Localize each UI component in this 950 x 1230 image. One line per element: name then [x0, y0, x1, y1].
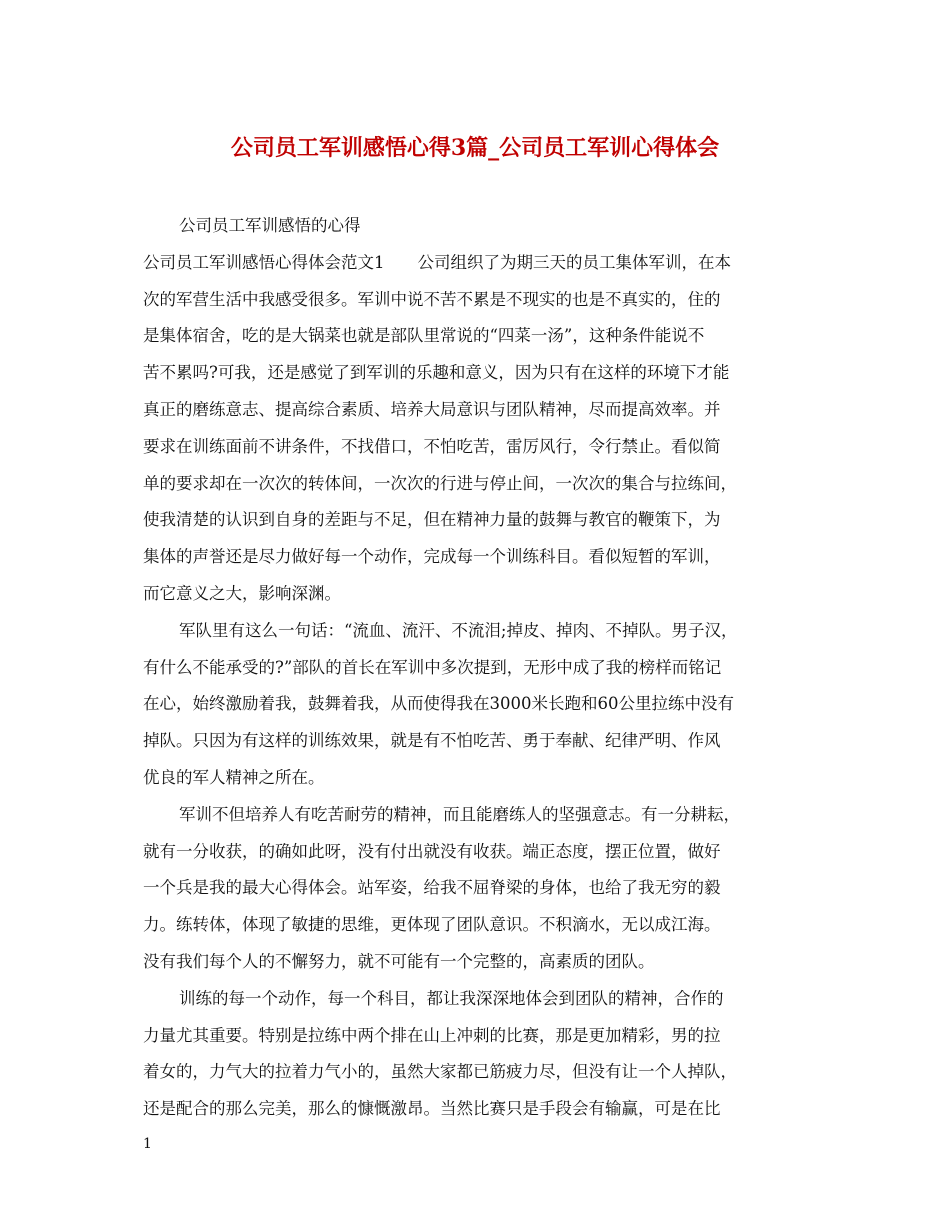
body-line: 力。练转体，体现了敏捷的思维，更体现了团队意识。不积滴水，无以成江海。 — [143, 915, 721, 935]
body-line: 而它意义之大，影响深渊。 — [143, 583, 341, 603]
body-line: 掉队。只因为有这样的训练效果，就是有不怕吃苦、勇于奉献、纪律严明、作风 — [143, 731, 721, 751]
body-line: 就有一分收获，的确如此呀，没有付出就没有收获。端正态度，摆正位置，做好 — [143, 841, 721, 861]
body-line: 是集体宿舍，吃的是大锅菜也就是部队里常说的“四菜一汤”，这种条件能说不 — [143, 326, 705, 346]
body-line: 着女的，力气大的拉着力气小的，虽然大家都已筋疲力尽，但没有让一个人掉队， — [143, 1062, 737, 1082]
body-line: 次的军营生活中我感受很多。军训中说不苦不累是不现实的也是不真实的，住的 — [143, 289, 721, 309]
body-line: 还是配合的那么完美，那么的慷慨激昂。当然比赛只是手段会有输赢，可是在比 — [143, 1099, 721, 1119]
body-line: 单的要求却在一次次的转体间，一次次的行进与停止间，一次次的集合与拉练间， — [143, 473, 737, 493]
document-body — [143, 208, 813, 1128]
body-line: 在心，始终激励着我，鼓舞着我，从而使得我在3000米长跑和60公里拉练中没有 — [143, 694, 734, 714]
body-line: 没有我们每个人的不懈努力，就不可能有一个完整的，高素质的团队。 — [143, 951, 655, 971]
body-line: 有什么不能承受的?”部队的首长在军训中多次提到，无形中成了我的榜样而铭记 — [143, 657, 722, 677]
document-title: 公司员工军训感悟心得3篇_公司员工军训心得体会 — [230, 135, 720, 161]
body-line: 真正的磨练意志、提高综合素质、培养大局意识与团队精神，尽而提高效率。并 — [143, 399, 721, 419]
page-number: 1 — [143, 1136, 152, 1152]
body-line: 苦不累吗?可我，还是感觉了到军训的乐趣和意义，因为只有在这样的环境下才能 — [143, 363, 730, 383]
body-line: 使我清楚的认识到自身的差距与不足，但在精神力量的鼓舞与教官的鞭策下，为 — [143, 510, 721, 530]
body-line: 力量尤其重要。特别是拉练中两个排在山上冲刺的比赛，那是更加精彩，男的拉 — [143, 1025, 721, 1045]
body-line: 一个兵是我的最大心得体会。站军姿，给我不屈脊梁的身体，也给了我无穷的毅 — [143, 878, 721, 898]
body-line: 训练的每一个动作，每一个科目，都让我深深地体会到团队的精神，合作的 — [179, 988, 724, 1008]
body-line: 集体的声誉还是尽力做好每一个动作，完成每一个训练科目。看似短暂的军训， — [143, 547, 721, 567]
body-line: 军训不但培养人有吃苦耐劳的精神，而且能磨练人的坚强意志。有一分耕耘， — [179, 804, 740, 824]
body-line: 军队里有这么一句话：“流血、流汗、不流泪;掉皮、掉肉、不掉队。男子汉， — [179, 620, 738, 640]
body-line: 要求在训练面前不讲条件，不找借口，不怕吃苦，雷厉风行，令行禁止。看似简 — [143, 436, 721, 456]
body-line: 公司员工军训感悟的心得 — [179, 216, 361, 235]
body-line: 优良的军人精神之所在。 — [143, 767, 325, 787]
body-line: 公司员工军训感悟心得体会范文1 公司组织了为期三天的员工集体军训，在本 — [143, 252, 731, 272]
